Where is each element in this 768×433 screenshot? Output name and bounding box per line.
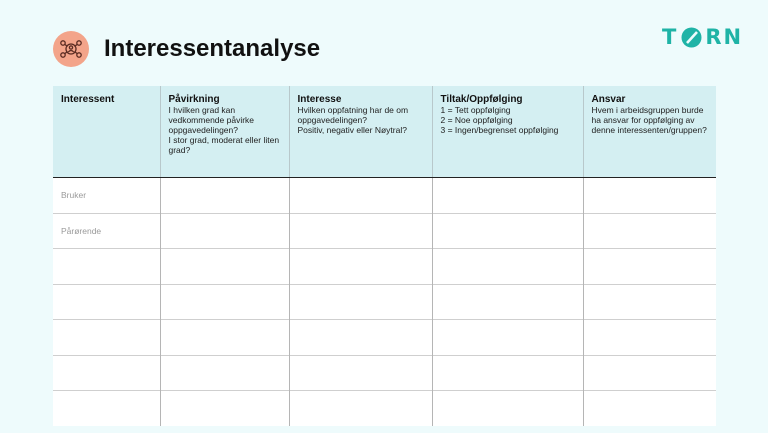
column-header-title: Interessent bbox=[61, 94, 115, 105]
table-cell[interactable] bbox=[160, 213, 289, 249]
table-cell[interactable] bbox=[432, 178, 583, 214]
table-cell[interactable] bbox=[583, 213, 716, 249]
column-header bbox=[583, 86, 716, 178]
column-header bbox=[289, 86, 432, 178]
table-cell[interactable] bbox=[160, 178, 289, 214]
table-cell[interactable] bbox=[583, 249, 716, 285]
column-header-description: Hvilken oppfatning har de om oppgavedelingen? Positiv, negativ eller Nøytral? bbox=[297, 105, 409, 135]
table-cell[interactable] bbox=[289, 213, 432, 249]
table-header-row bbox=[53, 86, 716, 178]
logo-text-left: T bbox=[662, 25, 679, 49]
table-cell[interactable] bbox=[432, 320, 583, 356]
torn-logo bbox=[662, 25, 743, 49]
column-header-title: Interesse bbox=[297, 94, 342, 105]
table-cell[interactable]: Pårørende bbox=[53, 213, 160, 249]
table-row bbox=[53, 320, 716, 356]
table-cell[interactable] bbox=[432, 355, 583, 391]
table-cell[interactable] bbox=[583, 391, 716, 426]
table-body bbox=[53, 178, 716, 426]
table-cell[interactable] bbox=[583, 355, 716, 391]
table-cell[interactable]: Bruker bbox=[61, 190, 87, 201]
column-header bbox=[160, 86, 289, 178]
table-cell[interactable] bbox=[160, 355, 289, 391]
table-cell[interactable] bbox=[432, 284, 583, 320]
table-cell[interactable] bbox=[583, 178, 716, 214]
table-cell[interactable] bbox=[160, 284, 289, 320]
table-row bbox=[53, 213, 716, 249]
logo-mark-icon bbox=[681, 27, 702, 48]
table-cell[interactable] bbox=[289, 391, 432, 426]
table-cell[interactable] bbox=[53, 355, 160, 391]
table-row bbox=[53, 178, 716, 214]
table-cell[interactable] bbox=[160, 391, 289, 426]
column-header-description: 1 = Tett oppfølging 2 = Noe oppfølging 3 = Ingen/begrenset oppfølging bbox=[440, 105, 559, 135]
table-cell[interactable] bbox=[53, 249, 160, 285]
table-cell[interactable] bbox=[160, 249, 289, 285]
column-header bbox=[432, 86, 583, 178]
stakeholders-icon bbox=[53, 31, 89, 67]
column-header-title: Ansvar bbox=[591, 94, 626, 105]
table-cell[interactable] bbox=[289, 178, 432, 214]
table-row bbox=[53, 249, 716, 285]
table-cell[interactable] bbox=[289, 320, 432, 356]
table-cell[interactable] bbox=[289, 284, 432, 320]
table-cell[interactable] bbox=[432, 391, 583, 426]
table-cell[interactable] bbox=[53, 284, 160, 320]
page-title: Interessentanalyse bbox=[104, 35, 321, 62]
column-header-description: Hvem i arbeidsgruppen burde ha ansvar for oppfølging av denne interessenten/gruppen? bbox=[591, 105, 707, 135]
column-header-title: Påvirkning bbox=[168, 94, 220, 105]
table-cell[interactable] bbox=[160, 320, 289, 356]
table-cell[interactable] bbox=[583, 284, 716, 320]
table-cell[interactable] bbox=[289, 355, 432, 391]
logo-text-right: RN bbox=[705, 25, 744, 49]
table-cell[interactable] bbox=[432, 249, 583, 285]
stakeholder-table bbox=[53, 86, 716, 426]
table-cell[interactable] bbox=[53, 391, 160, 426]
table-cell[interactable] bbox=[53, 320, 160, 356]
table-row bbox=[53, 284, 716, 320]
table-cell[interactable] bbox=[432, 213, 583, 249]
table-cell[interactable] bbox=[289, 249, 432, 285]
table-cell[interactable] bbox=[583, 320, 716, 356]
column-header-title: Tiltak/Oppfølging bbox=[440, 94, 523, 105]
column-header-description: I hvilken grad kan vedkommende påvirke oppgavedelingen? I stor grad, moderat eller liten grad? bbox=[168, 105, 280, 155]
table-row bbox=[53, 391, 716, 426]
table-row bbox=[53, 355, 716, 391]
column-header bbox=[53, 86, 160, 178]
